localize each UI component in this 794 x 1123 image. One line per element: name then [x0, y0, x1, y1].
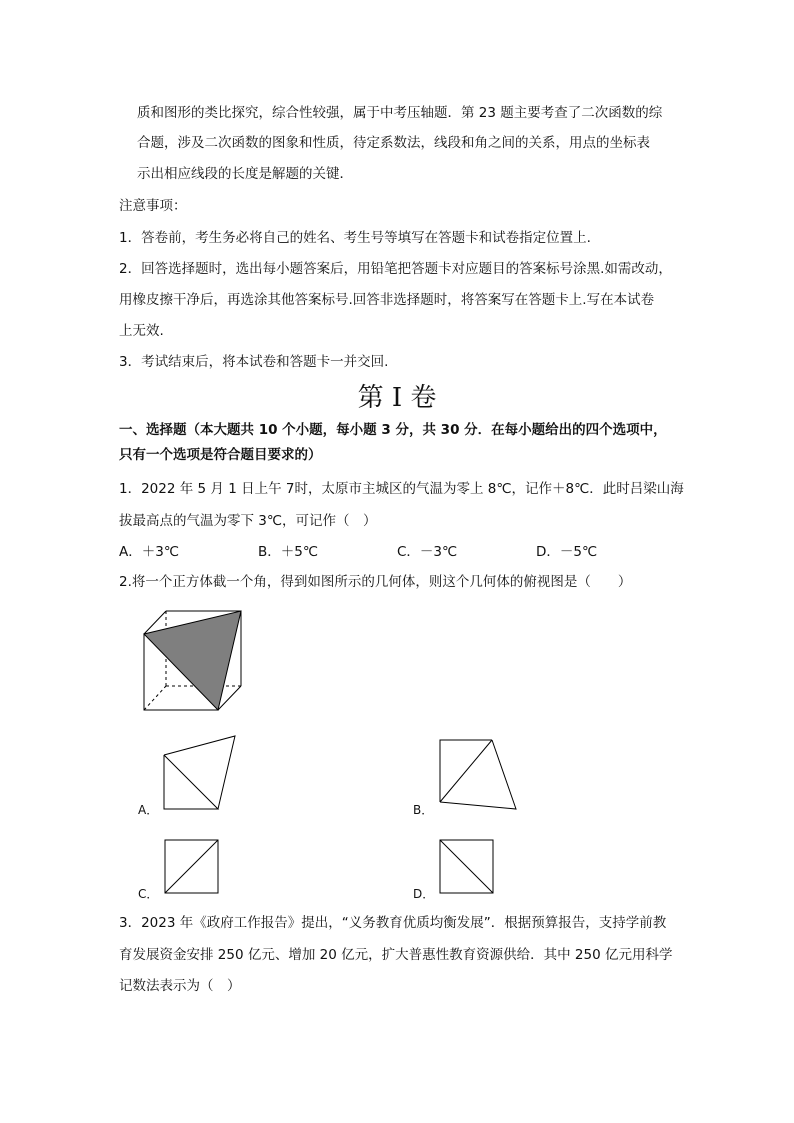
q1-stem-line-2: 拔最高点的气温为零下 3℃，可记作（ ） [119, 513, 377, 529]
q2-option-b-figure [438, 738, 518, 818]
q1-option-c: C．－3℃ [397, 544, 458, 560]
q3-stem-line-2: 育发展资金安排 250 亿元、增加 20 亿元，扩大普惠性教育资源供给．其中 250 亿元用科学 [119, 947, 673, 963]
note-item-2-line-2: 用橡皮擦干净后，再选涂其他答案标号.回答非选择题时，将答案写在答题卡上.写在本试卷 [119, 292, 655, 308]
note-item-2-line-1: 2．回答选择题时，选出每小题答案后，用铅笔把答题卡对应题目的答案标号涂黑.如需改动， [119, 261, 672, 277]
option-b-quad-edges [440, 740, 516, 809]
q2-option-a-label: A． [138, 803, 159, 817]
q2-option-b-label: B． [413, 803, 434, 817]
intro-line-3: 示出相应线段的长度是解题的关键． [137, 166, 353, 182]
intro-line-2: 合题，涉及二次函数的图象和性质，待定系数法，线段和角之间的关系，用点的坐标表 [137, 135, 650, 151]
q3-stem-line-3: 记数法表示为（ ） [119, 978, 241, 994]
part1-heading-line-1: 一、选择题（本大题共 10 个小题，每小题 3 分，共 30 分．在每小题给出的四个选项中， [119, 422, 667, 438]
q2-option-d-label: D． [413, 887, 435, 901]
note-item-1: 1．答卷前，考生务必将自己的姓名、考生号等填写在答题卡和试卷指定位置上. [119, 230, 591, 246]
notes-heading: 注意事项： [119, 198, 187, 214]
part1-heading-line-2: 只有一个选项是符合题目要求的） [119, 447, 322, 463]
q2-cube-figure [138, 604, 258, 714]
section-title: 第 I 卷 [357, 383, 437, 413]
q2-option-d-figure [438, 838, 498, 898]
q2-option-a-figure [162, 733, 242, 813]
q3-stem-line-1: 3．2023 年《政府工作报告》提出，“义务教育优质均衡发展”．根据预算报告，支持学前教 [119, 915, 667, 931]
option-d-diagonal [440, 840, 493, 893]
q2-option-c-figure [163, 838, 223, 898]
q2-stem: 2.将一个正方体截一个角，得到如图所示的几何体，则这个几何体的俯视图是（ ） [119, 574, 632, 590]
cube-cut-triangle [144, 611, 241, 710]
option-a-lower-triangle [164, 755, 218, 809]
cube-hidden-receding-edge [144, 686, 166, 710]
q1-option-a: A．＋3℃ [119, 544, 179, 560]
q1-option-d: D．－5℃ [536, 544, 598, 560]
note-item-3: 3．考试结束后，将本试卷和答题卡一并交回. [119, 354, 389, 370]
q2-option-c-label: C． [138, 887, 159, 901]
q1-option-b: B．＋5℃ [258, 544, 319, 560]
note-item-2-line-3: 上无效. [119, 323, 164, 339]
option-b-diagonal [440, 740, 492, 802]
option-a-kite-outline [164, 736, 235, 809]
option-c-diagonal [165, 840, 218, 893]
intro-line-1: 质和图形的类比探究，综合性较强，属于中考压轴题．第 23 题主要考查了二次函数的综 [137, 105, 663, 121]
q1-stem-line-1: 1．2022 年 5 月 1 日上午 7时，太原市主城区的气温为零上 8℃，记作＋8℃．此时吕梁山海 [119, 481, 684, 497]
